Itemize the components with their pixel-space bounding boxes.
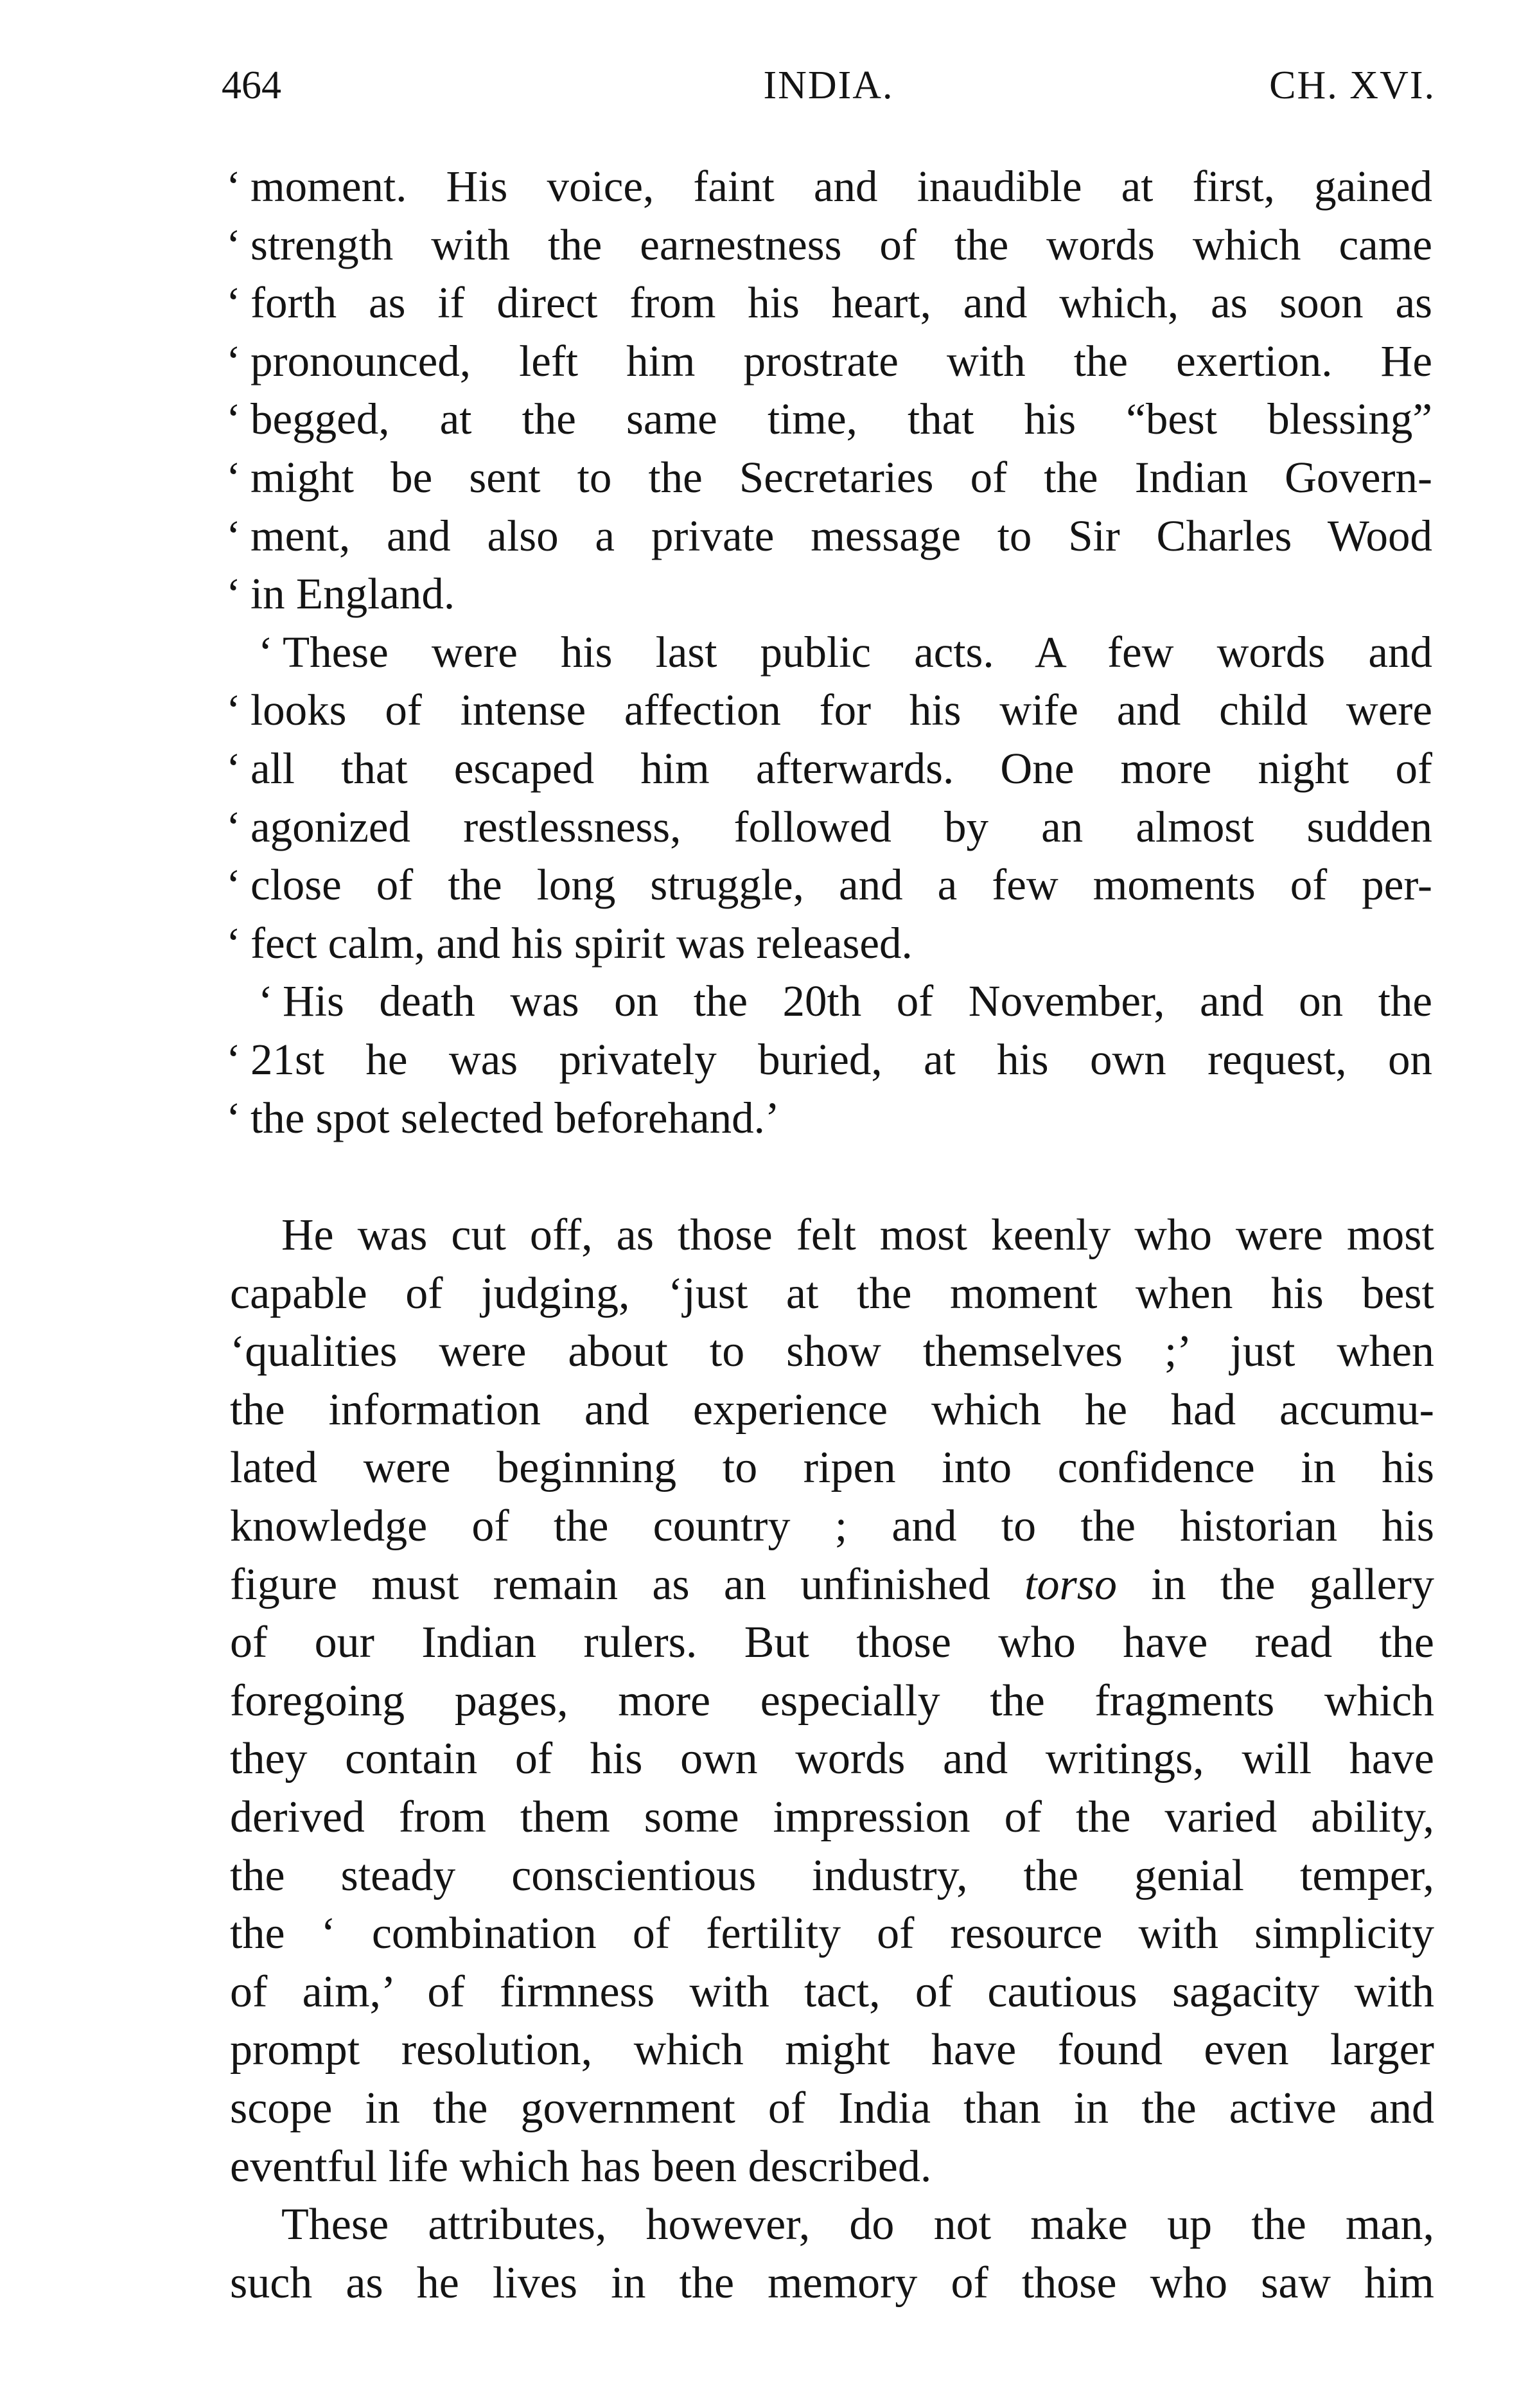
quote-mark: ‘ <box>226 220 241 269</box>
quote-line <box>226 332 1432 391</box>
text-line: scope in the government of India than in the active and <box>230 2083 1434 2133</box>
quote-line-text: all that escaped him afterwards. One more night of <box>250 743 1432 793</box>
page-number: 464 <box>222 64 281 107</box>
quote-line <box>226 216 1432 274</box>
italic-word: torso <box>1024 1559 1117 1609</box>
text-span: in the gallery <box>1151 1559 1435 1609</box>
quote-line-text: fect calm, and his spirit was released. <box>250 918 913 968</box>
running-head: INDIA. <box>763 64 894 107</box>
text-line: the ‘ combination of fertility of resource with simplicity <box>230 1909 1434 1959</box>
quote-mark: ‘ <box>226 278 241 328</box>
text-line: He was cut off, as those felt most keenly who were most <box>281 1210 1434 1260</box>
text-line: capable of judging, ‘just at the moment when his best <box>230 1268 1434 1318</box>
quote-mark: ‘ <box>226 452 241 502</box>
quote-line <box>226 274 1432 332</box>
quote-line <box>226 1089 1432 1147</box>
quote-line-text: agonized restlessness, followed by an almost sudden <box>250 802 1432 851</box>
quote-line <box>226 565 1432 623</box>
quote-line-text: moment. His voice, faint and inaudible at first, gained <box>250 162 1432 211</box>
quote-line <box>250 623 1432 682</box>
quote-mark: ‘ <box>258 627 273 677</box>
text-line <box>230 1556 1434 1615</box>
quote-line-text: might be sent to the Secretaries of the Indian Govern- <box>250 452 1432 502</box>
quote-line-text: 21st he was privately buried, at his own request, on <box>250 1034 1432 1084</box>
quote-line-text: These were his last public acts. A few words and <box>283 627 1432 677</box>
quote-line-text: ment, and also a private message to Sir Charles Wood <box>250 511 1432 560</box>
quote-line-text: in England. <box>250 569 455 619</box>
quote-line <box>226 1031 1432 1089</box>
text-line: derived from them some impression of the varied ability, <box>230 1792 1434 1842</box>
chapter-label: CH. XVI. <box>1269 64 1436 107</box>
quote-line <box>226 448 1432 507</box>
quote-mark: ‘ <box>226 162 241 211</box>
quote-mark: ‘ <box>226 336 241 385</box>
quote-line <box>226 798 1432 856</box>
text-line: eventful life which has been described. <box>230 2141 932 2191</box>
quote-line-text: strength with the earnestness of the words which came <box>250 220 1432 269</box>
quote-mark: ‘ <box>226 686 241 735</box>
quote-line-text: close of the long struggle, and a few moments of per- <box>250 860 1432 910</box>
quote-mark: ‘ <box>226 511 241 560</box>
quote-mark: ‘ <box>258 977 273 1026</box>
text-line: lated were beginning to ripen into confidence in his <box>230 1443 1434 1493</box>
page-header <box>222 57 1436 114</box>
quote-line <box>226 681 1432 739</box>
quote-mark: ‘ <box>226 918 241 968</box>
quote-mark: ‘ <box>226 1093 241 1142</box>
quoted-passage <box>226 157 1432 1147</box>
quote-mark: ‘ <box>226 743 241 793</box>
quote-line-text: His death was on the 20th of November, and on the <box>283 977 1432 1026</box>
quote-line <box>226 507 1432 565</box>
text-line: prompt resolution, which might have found even larger <box>230 2025 1434 2075</box>
quote-line-text: forth as if direct from his heart, and which, as soon as <box>250 278 1432 328</box>
text-line: These attributes, however, do not make up the man, <box>281 2200 1434 2250</box>
quote-line-text: begged, at the same time, that his “best blessing” <box>250 394 1432 444</box>
text-line: they contain of his own words and writings, will have <box>230 1734 1434 1784</box>
quote-line-text: pronounced, left him prostrate with the exertion. He <box>250 336 1432 385</box>
text-line: of our Indian rulers. But those who have read the <box>230 1618 1434 1668</box>
quote-line <box>226 739 1432 798</box>
text-span: figure must remain as an unfinished <box>230 1559 990 1609</box>
text-line: such as he lives in the memory of those who saw him <box>230 2258 1434 2308</box>
text-line: the information and experience which he had accumu- <box>230 1385 1434 1435</box>
text-line: ‘qualities were about to show themselves ;’ just when <box>230 1327 1434 1377</box>
main-text <box>230 1207 1434 2312</box>
quote-mark: ‘ <box>226 802 241 851</box>
quote-mark: ‘ <box>226 394 241 444</box>
quote-line-text: looks of intense affection for his wife and child were <box>250 686 1432 735</box>
quote-line <box>226 157 1432 216</box>
quote-line <box>226 914 1432 973</box>
quote-mark: ‘ <box>226 569 241 619</box>
text-line: of aim,’ of firmness with tact, of cautious sagacity with <box>230 1967 1434 2017</box>
text-line: the steady conscientious industry, the genial temper, <box>230 1850 1434 1900</box>
quote-line-text: the spot selected beforehand.’ <box>250 1093 780 1142</box>
quote-line <box>226 856 1432 914</box>
quote-mark: ‘ <box>226 1034 241 1084</box>
quote-mark: ‘ <box>226 860 241 910</box>
text-line: knowledge of the country ; and to the historian his <box>230 1501 1434 1551</box>
quote-line <box>226 390 1432 448</box>
quote-line <box>250 972 1432 1031</box>
text-line: foregoing pages, more especially the fragments which <box>230 1676 1434 1726</box>
